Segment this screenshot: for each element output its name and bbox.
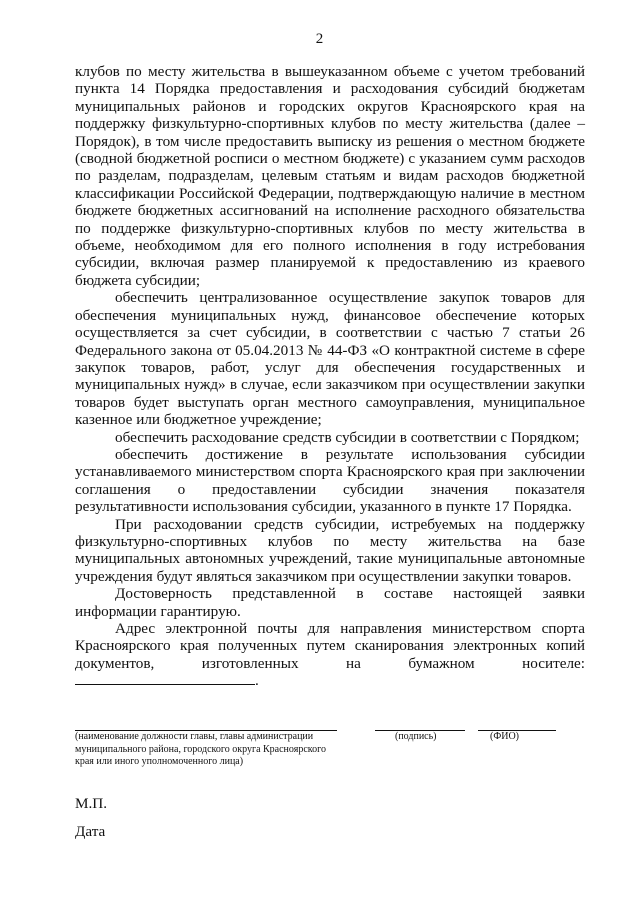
- position-caption: (наименование должности главы, главы администрации муниципального района, городского округа Красноярского края или иного уполномоченного лица): [75, 731, 326, 767]
- paragraph-guarantee: Достоверность представленной в составе настоящей заявки информации гарантирую.: [75, 585, 585, 620]
- signature-caption: (подпись): [395, 731, 437, 742]
- paragraph-continuation: клубов по месту жительства в вышеуказанном объеме с учетом требований пункта 14 Порядка предоставления и расходования субсидий бюджетам муниципальных районов и городских округов Красноярского края на поддержку физкультурно-спортивных клубов по месту жительства (далее – Порядок), в том числе предоставить выписку из решения о местном бюджете (сводной бюджетной росписи о местном бюджете) с указанием сумм расходов по разделам, подразделам, целевым статьям и видам расходов бюджетной классификации Российской Федерации, подтверждающую наличие в местном бюджете бюджетных ассигнований на исполнение расходного обязательства по поддержке физкультурно-спортивных клубов по месту жительства в объеме, необходимом для его полного исполнения в году истребования субсидии, включая размер планируемой к предоставлению из краевого бюджета субсидии;: [75, 63, 585, 289]
- email-paragraph-text: Адрес электронной почты для направления министерством спорта Красноярского края полученных путем сканирования электронных копий документов, изготовленных на бумажном носителе:: [75, 620, 585, 672]
- email-paragraph-end: .: [255, 672, 259, 690]
- paragraph-autonomous-institutions: При расходовании средств субсидии, истребуемых на поддержку физкультурно-спортивных клубов по месту жительства на базе муниципальных автономных учреждений, такие муниципальные автономные учреждения будут являться заказчиком при осуществлении закупки товаров.: [75, 515, 585, 585]
- date-label: Дата: [75, 823, 106, 840]
- paragraph-email: [75, 620, 585, 690]
- fio-caption: (ФИО): [490, 731, 520, 742]
- stamp-label: М.П.: [75, 795, 108, 812]
- paragraph-performance: обеспечить достижение в результате использования субсидии устанавливаемого министерством спорта Красноярского края при заключении соглашения о предоставлении субсидии значения показателя результативности использования субсидии, указанного в пункте 17 Порядка.: [75, 445, 585, 516]
- paragraph-spending: обеспечить расходование средств субсидии в соответствии с Порядком;: [115, 428, 580, 446]
- paragraph-procurement: обеспечить централизованное осуществление закупок товаров для обеспечения муниципальных нужд, финансовое обеспечение которых осуществляется за счет субсидии, в соответствии с частью 7 статьи 26 Федерального закона от 05.04.2013 № 44-ФЗ «О контрактной системе в сфере закупок товаров, работ, услуг для обеспечения государственных и муниципальных нужд» в случае, если заказчиком при осуществлении закупки товаров будет выступать орган местного самоуправления, муниципальное казенное или бюджетное учреждение;: [75, 289, 585, 429]
- page-number: 2: [315, 31, 324, 47]
- email-blank-field[interactable]: [75, 672, 255, 685]
- document-body: [75, 63, 585, 690]
